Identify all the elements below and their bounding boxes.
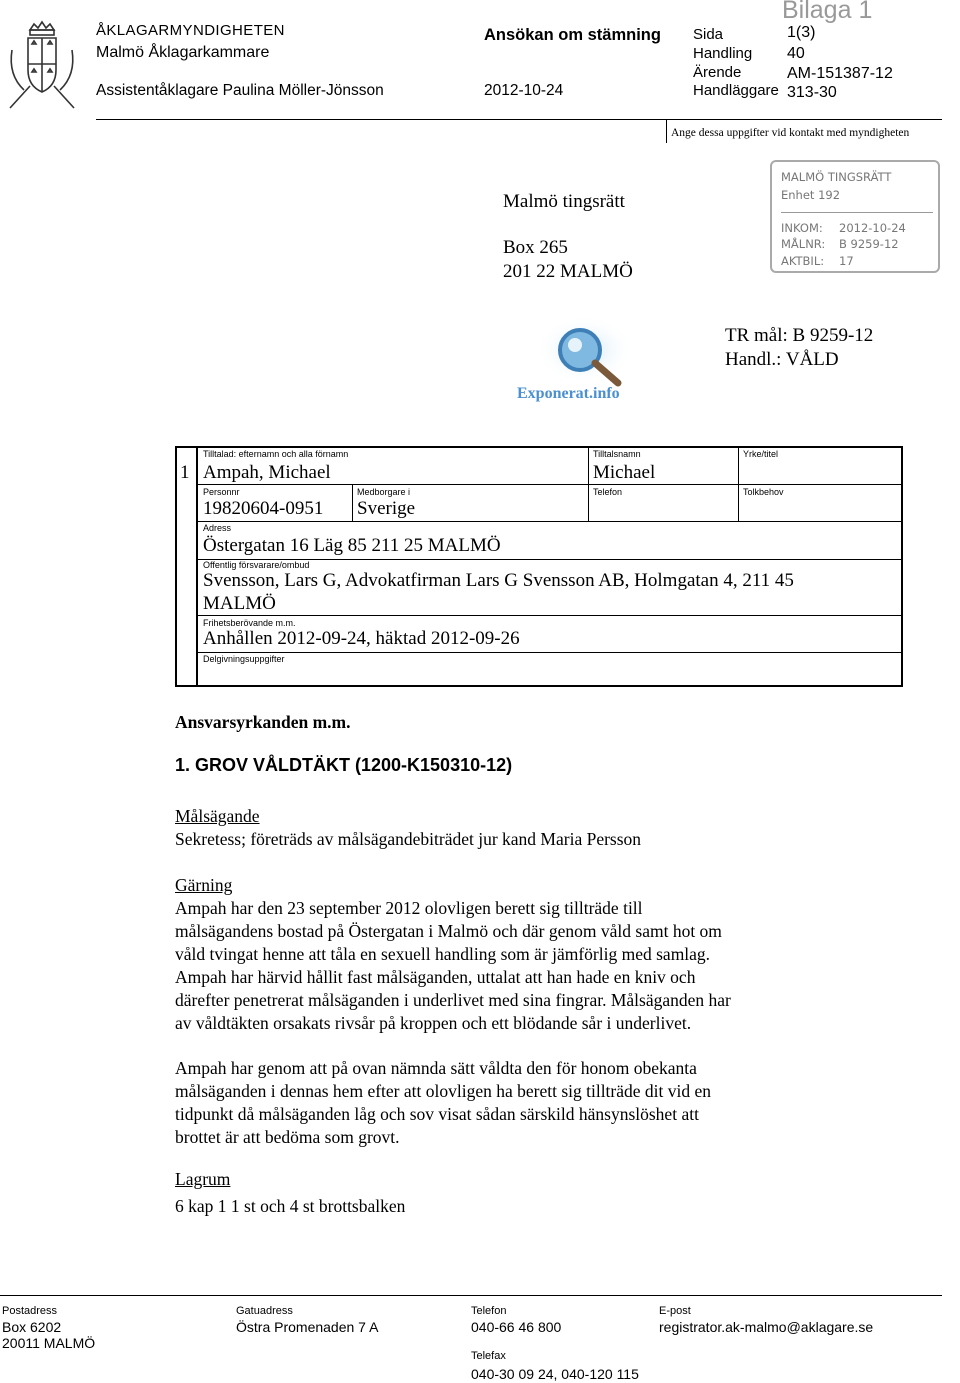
label-nickname: Tilltalsnamn (593, 449, 641, 459)
act2-line: tidpunkt då målsäganden låg och sov visat sådan särskild hänsynslöshet att (175, 1104, 699, 1124)
meta-value-page: 1(3) (787, 24, 816, 41)
defendant-address: Östergatan 16 Läg 85 211 25 MALMÖ (203, 535, 501, 556)
label-defendant-name: Tilltalad: efternamn och alla förnamn (203, 449, 349, 459)
table-hline-4 (197, 615, 902, 616)
footer-email: registrator.ak-malmo@aklagare.se (659, 1319, 874, 1335)
stamp-unit: Enhet 192 (781, 188, 841, 202)
footer-postal-line1: Box 6202 (2, 1319, 62, 1335)
meta-value-case: AM-151387-12 (787, 65, 893, 82)
magnifier-watermark-icon (530, 305, 650, 390)
office-name: Malmö Åklagarkammare (96, 44, 270, 61)
stamp-divider (781, 212, 933, 213)
table-hline-1 (197, 484, 902, 485)
footer-postal-label: Postadress (2, 1305, 58, 1317)
law-heading: Lagrum (175, 1169, 231, 1189)
defendant-counsel-line1: Svensson, Lars G, Advokatfirman Lars G Svensson AB, Holmgatan 4, 211 45 (203, 570, 794, 591)
act-line: Ampah har härvid hållit fast målsäganden, uttalat att han hade en kniv och (175, 967, 696, 987)
label-phone: Telefon (593, 487, 623, 497)
appendix-label: Bilaga 1 (782, 0, 873, 24)
contact-note: Ange dessa uppgifter vid kontakt med myndigheten (671, 127, 910, 139)
label-interpreter: Tolkbehov (743, 487, 784, 497)
footer-email-label: E-post (659, 1305, 691, 1317)
defendant-detention: Anhållen 2012-09-24, häktad 2012-09-26 (203, 628, 520, 649)
meta-label-handler: Handläggare (693, 82, 779, 99)
meta-label-case: Ärende (693, 64, 742, 81)
court-received-stamp (770, 160, 940, 273)
case-handling-type: Handl.: VÅLD (725, 349, 839, 370)
footer-postal-line2: 20011 MALMÖ (2, 1335, 96, 1351)
footer-phone: 040-66 46 800 (471, 1319, 562, 1335)
footer-phone-label: Telefon (471, 1305, 507, 1317)
label-occupation: Yrke/titel (743, 449, 779, 459)
plaintiff-text: Sekretess; företräds av målsägandebiträdet jur kand Maria Persson (175, 829, 642, 849)
stamp-value-case-number: B 9259-12 (839, 237, 899, 251)
act-line: därefter penetrerat målsäganden i underlivet med sina fingrar. Målsäganden har (175, 990, 731, 1010)
recipient-court: Malmö tingsrätt (503, 191, 625, 212)
footer-rule (0, 1295, 942, 1296)
label-citizen: Medborgare i (357, 487, 411, 497)
label-service: Delgivningsuppgifter (203, 654, 285, 664)
stamp-court: MALMÖ TINGSRÄTT (781, 170, 892, 184)
label-counsel: Offentlig försvarare/ombud (203, 560, 310, 570)
meta-value-handler: 313-30 (787, 84, 837, 101)
law-text: 6 kap 1 1 st och 4 st brottsbalken (175, 1196, 406, 1216)
section-title: Ansvarsyrkanden m.m. (175, 712, 351, 732)
plaintiff-heading: Målsägande (175, 806, 260, 826)
agency-crest-logo (2, 20, 82, 110)
table-hline-2 (197, 521, 902, 522)
defendant-number: 1 (180, 462, 190, 483)
header-rule-tick (666, 119, 667, 143)
recipient-box: Box 265 (503, 237, 568, 258)
defendant-ssn: 19820604-0951 (203, 498, 324, 519)
act-line: Ampah har den 23 september 2012 olovligen berett sig tillträde till (175, 898, 643, 918)
act2-line: brottet är att bedöma som grovt. (175, 1127, 400, 1147)
defendant-counsel-line2: MALMÖ (203, 593, 276, 614)
act2-line: målsäganden i dennas hem efter att olovligen ha berett sig tillträde dit vid en (175, 1081, 712, 1101)
header-rule (96, 119, 942, 120)
defendant-nickname: Michael (593, 462, 656, 483)
recipient-postal: 201 22 MALMÖ (503, 261, 633, 282)
act-heading: Gärning (175, 875, 233, 895)
defendant-name: Ampah, Michael (203, 462, 331, 483)
stamp-value-incoming: 2012-10-24 (839, 221, 906, 235)
court-case-reference: TR mål: B 9259-12 (725, 325, 874, 346)
label-ssn: Personnr (203, 487, 240, 497)
document-date: 2012-10-24 (484, 82, 564, 99)
stamp-label-incoming: INKOM: (781, 221, 823, 235)
document-title: Ansökan om stämning (484, 26, 661, 44)
defendant-citizen: Sverige (357, 498, 416, 519)
stamp-label-file-item: AKTBIL: (781, 254, 825, 268)
act-line: av våldtäkten orsakats rivsår på kroppen och ett blödande sår i underlivet. (175, 1013, 692, 1033)
act-line: målsägandens bostad på Östergatan i Malmö och där genom våld samt hot om (175, 921, 722, 941)
footer-fax: 040-30 09 24, 040-120 115 (471, 1366, 639, 1382)
stamp-value-file-item: 17 (839, 254, 854, 268)
prosecutor-name: Assistentåklagare Paulina Möller-Jönsson (96, 82, 384, 99)
footer-fax-label: Telefax (471, 1350, 506, 1362)
meta-label-handling: Handling (693, 45, 753, 62)
label-address: Adress (203, 523, 232, 533)
act-line: våld tvingat henne att tåla en sexuell handling som är jämförlig med samlag. (175, 944, 711, 964)
footer-street: Östra Promenaden 7 A (236, 1319, 379, 1335)
footer-street-label: Gatuadress (236, 1305, 293, 1317)
agency-name: ÅKLAGARMYNDIGHETEN (96, 22, 285, 39)
act2-line: Ampah har genom att på ovan nämnda sätt våldta den för honom obekanta (175, 1058, 697, 1078)
meta-value-handling: 40 (787, 45, 805, 62)
meta-label-page: Sida (693, 26, 724, 43)
defendant-number-divider (196, 446, 198, 687)
table-hline-5 (197, 652, 902, 653)
table-vline-3 (352, 484, 353, 521)
stamp-label-case-number: MÅLNR: (781, 237, 826, 251)
watermark-text: Exponerat.info (517, 385, 620, 402)
label-detention: Frihetsberövande m.m. (203, 618, 296, 628)
charge-title: 1. GROV VÅLDTÄKT (1200-K150310-12) (175, 755, 513, 775)
